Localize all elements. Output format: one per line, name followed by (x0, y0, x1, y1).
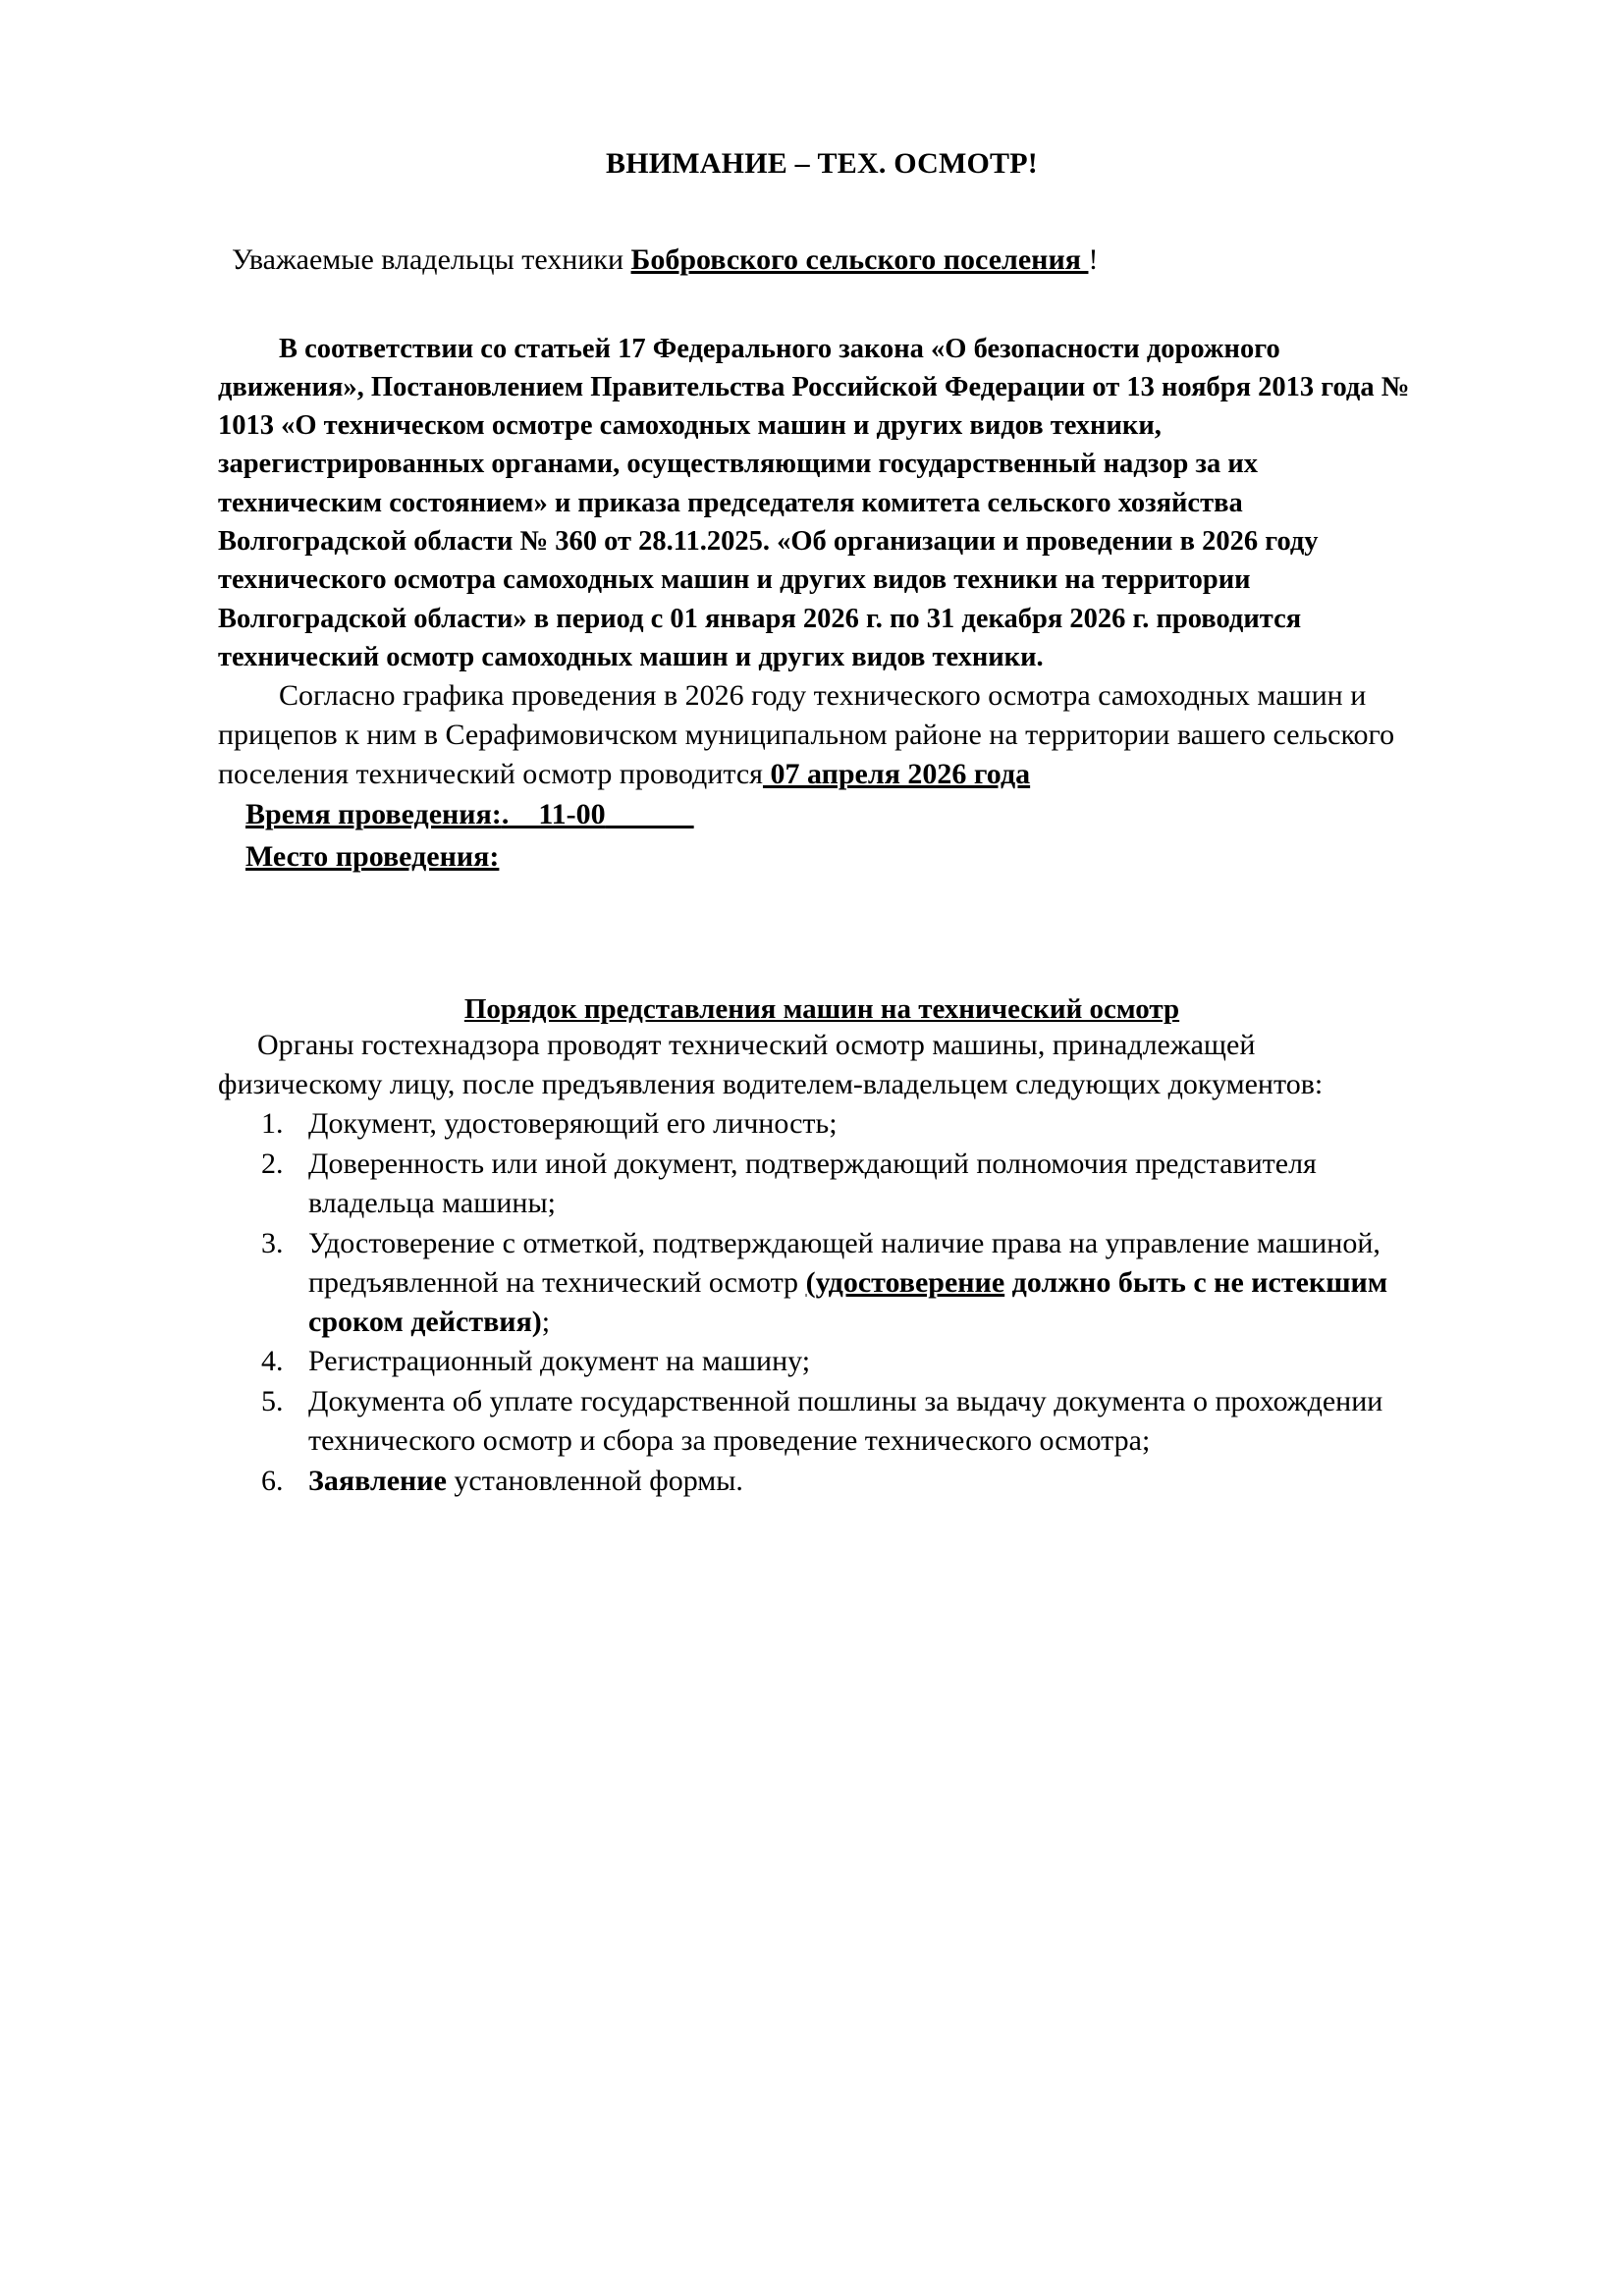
time-label: Время проведения: (245, 798, 502, 831)
list-item-text-after: ; (541, 1305, 551, 1338)
list-item-text: Удостоверение с отметкой, подтверждающей наличие права на управление машиной, предъявленной на технический осмотр (308, 1226, 1380, 1299)
schedule-paragraph-text: Согласно графика проведения в 2026 году технического осмотра самоходных машин и прицепов к ним в Серафимовичском муниципальном районе на территории вашего сельского поселения технический осмотр проводится (218, 679, 1395, 791)
legal-paragraph (218, 330, 1426, 677)
list-item-emphasis-underline-open: ( (805, 1265, 816, 1299)
greeting-prefix: Уважаемые владельцы техники (232, 243, 631, 276)
list-item-emphasis-bold: должно быть с не истекшим сроком действия) (308, 1265, 1388, 1338)
order-heading: Порядок представления машин на технический осмотр (463, 993, 1180, 1026)
list-item-text: Доверенность или иной документ, подтверждающий полномочия представителя владельца машины; (308, 1147, 1317, 1219)
page-title: ВНИМАНИЕ – ТЕХ. ОСМОТР! (606, 147, 1038, 180)
list-item (291, 1104, 1426, 1144)
time-field (218, 794, 1426, 836)
time-value: . 11-00 (501, 798, 606, 831)
legal-paragraph-text: В соответствии со статьей 17 Федерального закона «О безопасности дорожного движения», Постановлением Правительства Российской Федерации от 13 ноября 2013 года № 1013 «О техническом осмотре самоходных машин и других видов техники, зарегистрированных органами, осуществляющими государственный надзор за их техническим состоянием» и приказа председателя комитета сельского хозяйства Волгоградской области № 360 от 28.11.2025. «Об организации и проведении в 2026 году технического осмотра самоходных машин и других видов техники на территории Волгоградской области» в период с 01 января 2026 г. по 31 декабря 2026 г. проводится технический осмотр самоходных машин и других видов техники. (218, 333, 1410, 673)
place-label: Место проведения: (245, 839, 500, 873)
list-item (291, 1145, 1426, 1223)
greeting-settlement: Бобровского сельского поселения (630, 243, 1089, 276)
documents-list (218, 1104, 1426, 1501)
schedule-paragraph (218, 676, 1426, 794)
list-item-text: установленной формы. (446, 1465, 743, 1498)
time-filler (606, 798, 694, 830)
document-body (218, 147, 1426, 1502)
place-field (218, 836, 1426, 879)
greeting-line (218, 241, 1426, 279)
list-item (291, 1382, 1426, 1461)
list-item (291, 1462, 1426, 1501)
list-item (291, 1224, 1426, 1342)
list-item-bold-lead: Заявление (308, 1465, 447, 1498)
vertical-spacer (218, 878, 1426, 993)
list-item-text: Документа об уплате государственной пошлины за выдачу документа о прохождении технического осмотр и сбора за проведение технического осмотра; (308, 1385, 1383, 1458)
list-item-text: Регистрационный документ на машину; (308, 1345, 811, 1378)
order-intro (218, 1026, 1426, 1104)
list-item (291, 1342, 1426, 1381)
order-heading-wrap (218, 993, 1426, 1026)
inspection-date: 07 апреля 2026 года (762, 758, 1031, 791)
list-item-text: Документ, удостоверяющий его личность; (308, 1107, 838, 1141)
list-item-emphasis-underline: удостоверение (815, 1265, 1005, 1299)
order-intro-text: Органы гостехнадзора проводят технический осмотр машины, принадлежащей физическому лицу, после предъявления водителем-владельцем следующих документов: (218, 1029, 1324, 1101)
greeting-suffix: ! (1088, 243, 1099, 276)
